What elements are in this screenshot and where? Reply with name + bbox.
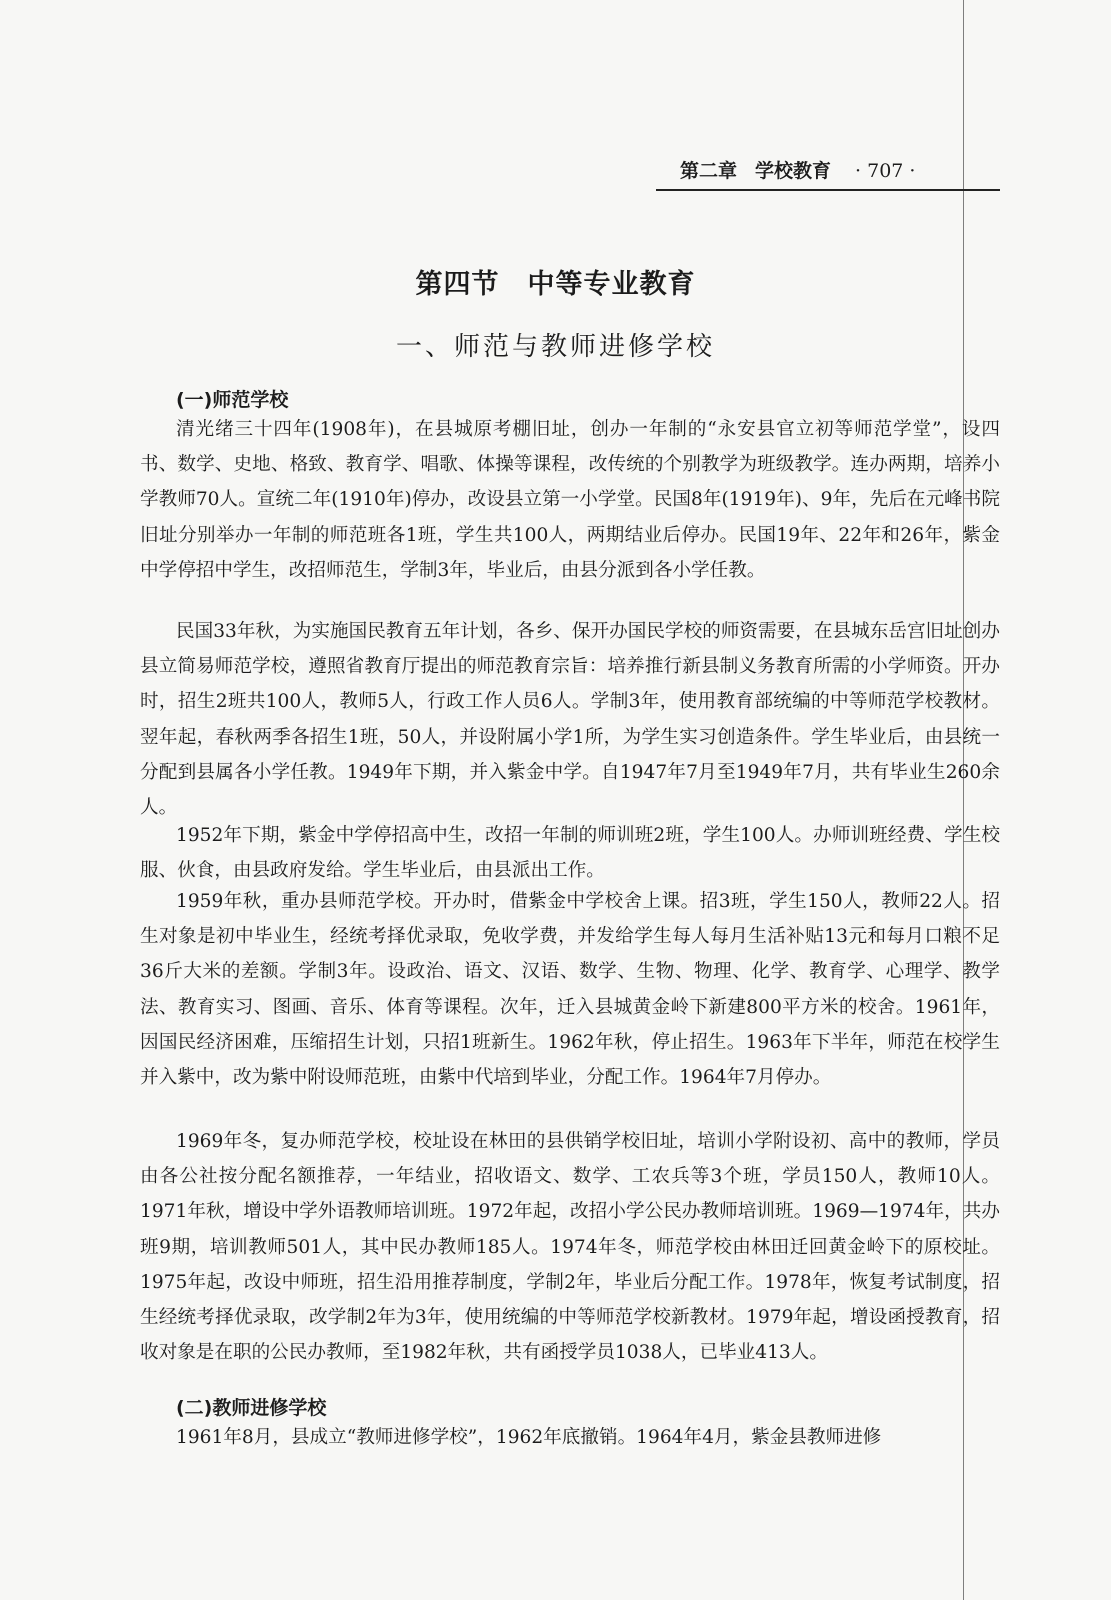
paragraph: 1961年8月，县成立“教师进修学校”，1962年底撤销。1964年4月，紫金县教师进修	[176, 1427, 882, 1448]
chapter-label: 第二章	[680, 160, 738, 182]
running-head	[680, 156, 1000, 183]
paragraph: 1952年下期，紫金中学停招高中生，改招一年制的师训班2班，学生100人。办师训班经费、学生校服、伙食，由县政府发给。学生毕业后，由县派出工作。	[140, 825, 1000, 882]
chapter-title: 学校教育	[755, 160, 832, 182]
paragraph: 1959年秋，重办县师范学校。开办时，借紫金中学校舍上课。招3班，学生150人，教师22人。招生对象是初中毕业生，经统考择优录取，免收学费，并发给学生每人每月生活补贴13元和每月口粮不足36斤大米的差额。学制3年。设政治、语文、汉语、数学、生物、物理、化学、教育学、心理学、教学法、教育实习、图画、音乐、体育等课程。次年，迁入县城黄金岭下新建800平方米的校舍。1961年，因国民经济困难，压缩招生计划，只招1班新生。1962年秋，停止招生。1963年下半年，师范在校学生并入紫中，改为紫中附设师范班，由紫中代培到毕业，分配工作。1964年7月停办。	[140, 891, 1000, 1089]
part-heading-normal-school: (一)师范学校	[176, 389, 289, 411]
header-rule	[656, 189, 1000, 191]
subsection-title: 一、师范与教师进修学校	[395, 332, 715, 362]
page-number: · 707 ·	[855, 160, 916, 182]
paragraph: 民国33年秋，为实施国民教育五年计划，各乡、保开办国民学校的师资需要，在县城东岳宫旧址创办县立简易师范学校，遵照省教育厅提出的师范教育宗旨：培养推行新县制义务教育所需的小学师资。开办时，招生2班共100人，教师5人，行政工作人员6人。学制3年，使用教育部统编的中等师范学校教材。翌年起，春秋两季各招生1班，50人，并设附属小学1所，为学生实习创造条件。学生毕业后，由县统一分配到县属各小学任教。1949年下期，并入紫金中学。自1947年7月至1949年7月，共有毕业生260余人。	[140, 621, 1000, 819]
section-title: 第四节 中等专业教育	[415, 269, 696, 300]
part-heading-teacher-training: (二)教师进修学校	[176, 1397, 327, 1419]
paragraph: 清光绪三十四年(1908年)，在县城原考棚旧址，创办一年制的“永安县官立初等师范学堂”，设四书、数学、史地、格致、教育学、唱歌、体操等课程，改传统的个别教学为班级教学。连办两期，培养小学教师70人。宣统二年(1910年)停办，改设县立第一小学堂。民国8年(1919年)、9年，先后在元峰书院旧址分别举办一年制的师范班各1班，学生共100人，两期结业后停办。民国19年、22年和26年，紫金中学停招中学生，改招师范生，学制3年，毕业后，由县分派到各小学任教。	[140, 419, 1000, 581]
paragraph: 1969年冬，复办师范学校，校址设在林田的县供销学校旧址，培训小学附设初、高中的教师，学员由各公社按分配名额推荐，一年结业，招收语文、数学、工农兵等3个班，学员150人，教师10人。1971年秋，增设中学外语教师培训班。1972年起，改招小学公民办教师培训班。1969—1974年，共办班9期，培训教师501人，其中民办教师185人。1974年冬，师范学校由林田迁回黄金岭下的原校址。1975年起，改设中师班，招生沿用推荐制度，学制2年，毕业后分配工作。1978年，恢复考试制度，招生经统考择优录取，改学制2年为3年，使用统编的中等师范学校新教材。1979年起，增设函授教育，招收对象是在职的公民办教师，至1982年秋，共有函授学员1038人，已毕业413人。	[140, 1131, 1000, 1364]
